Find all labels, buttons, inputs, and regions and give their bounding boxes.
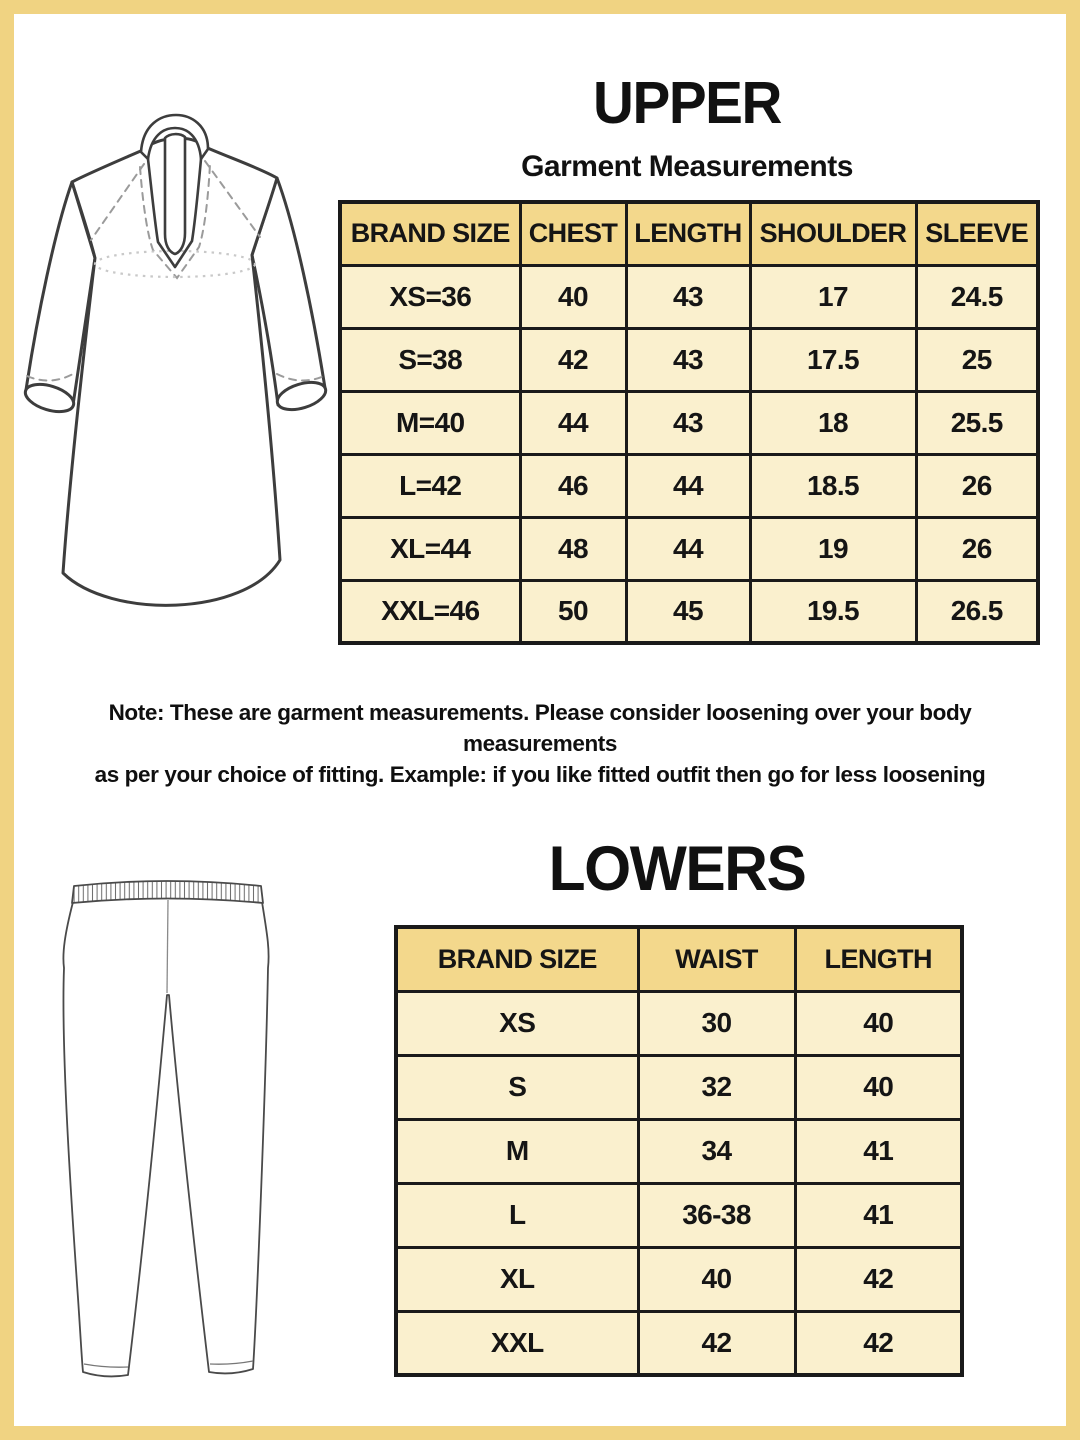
table-row xyxy=(396,991,962,1055)
table-cell: 40 xyxy=(638,1247,795,1311)
column-header: CHEST xyxy=(520,202,626,265)
table-cell: S xyxy=(396,1055,638,1119)
table-cell: 41 xyxy=(795,1183,962,1247)
measurement-note xyxy=(40,697,1040,790)
table-cell: 24.5 xyxy=(916,265,1038,328)
table-cell: 26 xyxy=(916,454,1038,517)
table-cell: 44 xyxy=(626,517,750,580)
table-cell: 43 xyxy=(626,328,750,391)
table-cell: S=38 xyxy=(340,328,520,391)
table-cell: 19 xyxy=(750,517,916,580)
table-cell: M xyxy=(396,1119,638,1183)
table-cell: 40 xyxy=(520,265,626,328)
kurta-placket-strip xyxy=(165,134,185,254)
table-row xyxy=(396,1119,962,1183)
table-cell: 40 xyxy=(795,991,962,1055)
kurta-line-drawing xyxy=(15,112,345,662)
lowers-size-table xyxy=(394,925,964,1377)
note-line-2: as per your choice of fitting. Example: if you like fitted outfit then go for less loosening xyxy=(94,762,986,787)
table-cell: 42 xyxy=(795,1311,962,1375)
column-header: BRAND SIZE xyxy=(396,927,638,991)
table-row xyxy=(396,1247,962,1311)
table-cell: 25 xyxy=(916,328,1038,391)
table-cell: 42 xyxy=(520,328,626,391)
table-cell: 30 xyxy=(638,991,795,1055)
table-cell: 18 xyxy=(750,391,916,454)
table-row xyxy=(340,265,1038,328)
table-cell: 46 xyxy=(520,454,626,517)
table-cell: XL=44 xyxy=(340,517,520,580)
table-cell: XS=36 xyxy=(340,265,520,328)
table-cell: 36-38 xyxy=(638,1183,795,1247)
table-cell: 45 xyxy=(626,580,750,643)
table-cell: 32 xyxy=(638,1055,795,1119)
column-header: BRAND SIZE xyxy=(340,202,520,265)
upper-size-table xyxy=(338,200,1040,645)
table-cell: 26.5 xyxy=(916,580,1038,643)
upper-section-title: UPPER xyxy=(593,70,781,136)
table-row xyxy=(340,580,1038,643)
table-row xyxy=(340,517,1038,580)
table-cell: XL xyxy=(396,1247,638,1311)
upper-table-header-row xyxy=(340,202,1038,265)
column-header: SLEEVE xyxy=(916,202,1038,265)
table-cell: 43 xyxy=(626,391,750,454)
table-cell: 40 xyxy=(795,1055,962,1119)
table-cell: 44 xyxy=(520,391,626,454)
table-cell: 17.5 xyxy=(750,328,916,391)
table-cell: 42 xyxy=(795,1247,962,1311)
table-cell: 42 xyxy=(638,1311,795,1375)
table-cell: 19.5 xyxy=(750,580,916,643)
pants-line-drawing xyxy=(58,878,278,1378)
table-cell: XXL xyxy=(396,1311,638,1375)
table-cell: L=42 xyxy=(340,454,520,517)
table-cell: 34 xyxy=(638,1119,795,1183)
table-row xyxy=(396,1055,962,1119)
upper-section-subtitle: Garment Measurements xyxy=(521,150,853,183)
lowers-table-header-row xyxy=(396,927,962,991)
table-row xyxy=(340,328,1038,391)
table-row xyxy=(396,1183,962,1247)
table-cell: 18.5 xyxy=(750,454,916,517)
table-cell: 25.5 xyxy=(916,391,1038,454)
lowers-section-title: LOWERS xyxy=(548,834,806,904)
table-cell: 50 xyxy=(520,580,626,643)
column-header: LENGTH xyxy=(626,202,750,265)
table-row xyxy=(396,1311,962,1375)
pants-legs xyxy=(63,898,268,1377)
column-header: SHOULDER xyxy=(750,202,916,265)
table-cell: L xyxy=(396,1183,638,1247)
table-cell: 26 xyxy=(916,517,1038,580)
table-cell: XS xyxy=(396,991,638,1055)
note-line-1: Note: These are garment measurements. Please consider loosening over your body measurements xyxy=(108,700,972,756)
table-cell: 48 xyxy=(520,517,626,580)
table-cell: 17 xyxy=(750,265,916,328)
table-cell: 43 xyxy=(626,265,750,328)
table-row xyxy=(340,391,1038,454)
table-cell: 44 xyxy=(626,454,750,517)
table-cell: XXL=46 xyxy=(340,580,520,643)
table-cell: 41 xyxy=(795,1119,962,1183)
table-cell: M=40 xyxy=(340,391,520,454)
table-row xyxy=(340,454,1038,517)
column-header: LENGTH xyxy=(795,927,962,991)
column-header: WAIST xyxy=(638,927,795,991)
